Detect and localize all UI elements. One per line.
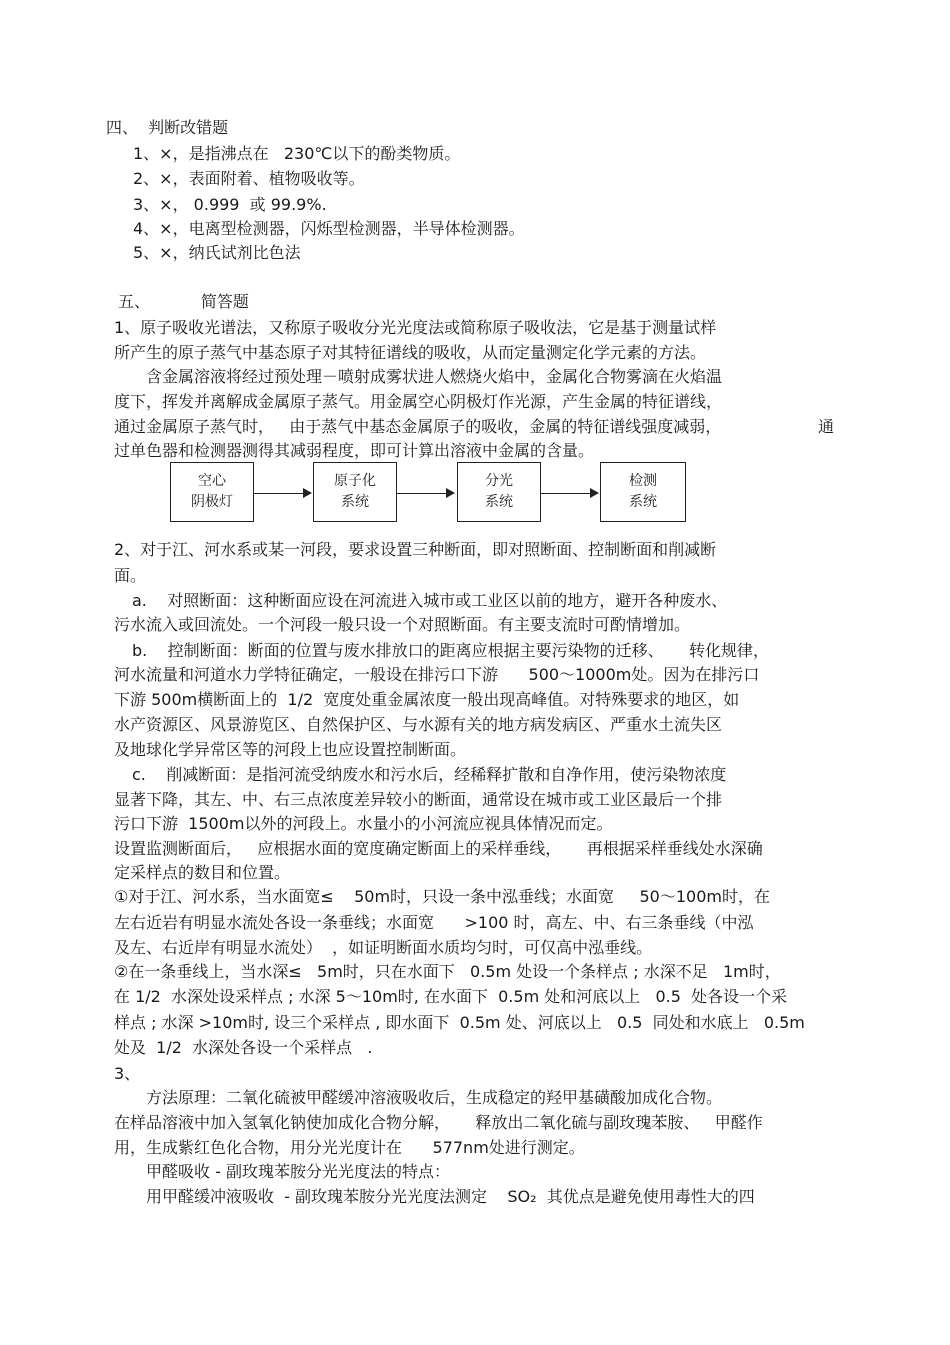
paragraph-line: 所产生的原子蒸气中基态原子对其特征谱线的吸收，从而定量测定化学元素的方法。 <box>114 343 707 362</box>
paragraph-line: 定采样点的数目和位置。 <box>114 863 291 882</box>
paragraph-line: 样点 ; 水深 >10m时, 设三个采样点 , 即水面下 0.5m 处、河底以上 0.5 同处和水底上 0.5m <box>114 1013 805 1032</box>
paragraph-line: b. 控制断面：断面的位置与废水排放口的距离应根据主要污染物的迁移、 转化规律， <box>132 641 770 660</box>
paragraph-line: 2、对于江、河水系或某一河段，要求设置三种断面，即对照断面、控制断面和削减断 <box>114 540 717 559</box>
paragraph-line: 左右近岩有明显水流处各设一条垂线；水面宽 >100 时，高左、中、右三条垂线（中泓 <box>114 913 754 932</box>
paragraph-line: ②在一条垂线上，当水深≤ 5m时，只在水面下 0.5m 处设一个条样点 ; 水深不足 1m时， <box>114 962 781 981</box>
section-heading-4: 四、 判断改错题 <box>106 118 229 137</box>
paragraph-line: 污水流入或回流处。一个河段一般只设一个对照断面。有主要支流时可酌情增加。 <box>114 615 691 634</box>
paragraph-line: 水产资源区、风景游览区、自然保护区、与水源有关的地方病发病区、严重水土流失区 <box>114 715 723 734</box>
paragraph-line: 及地球化学异常区等的河段上也应设置控制断面。 <box>114 740 467 759</box>
paragraph-line: 显著下降，其左、中、右三点浓度差异较小的断面，通常设在城市或工业区最后一个排 <box>114 790 723 809</box>
flow-arrow <box>254 493 310 494</box>
paragraph-line: 在样品溶液中加入氢氧化钠使加成化合物分解， 释放出二氧化硫与副玫瑰苯胺、 甲醛作 <box>114 1113 763 1132</box>
paragraph-line: 面。 <box>114 566 147 585</box>
paragraph-line: 3、 <box>114 1064 141 1083</box>
flow-box-lamp: 空心 阴极灯 <box>170 462 254 522</box>
paragraph-line: 及左、右近岸有明显水流处） ，如证明断面水质均匀时，可仅高中泓垂线。 <box>114 938 653 957</box>
aas-flow-diagram <box>170 462 690 526</box>
paragraph-line: 含金属溶液将经过预处理－喷射成雾状进人燃烧火焰中，金属化合物雾滴在火焰温 <box>146 367 723 386</box>
paragraph-line: 设置监测断面后， 应根据水面的宽度确定断面上的采样垂线， 再根据采样垂线处水深确 <box>114 839 763 858</box>
paragraph-line: 用，生成紫红色化合物，用分光光度计在 577nm处进行测定。 <box>114 1138 585 1157</box>
paragraph-line: a. 对照断面：这种断面应设在河流进入城市或工业区以前的地方，避开各种废水、 <box>132 591 728 610</box>
paragraph-line: 用甲醛缓冲液吸收 - 副玫瑰苯胺分光光度法测定 SO₂ 其优点是避免使用毒性大的四 <box>146 1187 755 1206</box>
flow-box-detector: 检测 系统 <box>600 462 686 522</box>
paragraph-line: 方法原理：二氧化硫被甲醛缓冲溶液吸收后，生成稳定的羟甲基磺酸加成化合物。 <box>146 1088 723 1107</box>
paragraph-line: 1、原子吸收光谱法，又称原子吸收分光光度法或简称原子吸收法，它是基于测量试样 <box>114 318 717 337</box>
answer-line: 5、×，纳氏试剂比色法 <box>133 243 301 262</box>
flow-box-monochromator: 分光 系统 <box>457 462 541 522</box>
paragraph-line: 度下，挥发并离解成金属原子蒸气。用金属空心阴极灯作光源，产生金属的特征谱线， <box>114 392 723 411</box>
section-heading-5: 五、 简答题 <box>118 292 249 311</box>
answer-line: 3、×， 0.999 或 99.9%. <box>133 195 327 214</box>
flow-box-atomizer: 原子化 系统 <box>313 462 397 522</box>
paragraph-line: c. 削减断面：是指河流受纳废水和污水后，经稀释扩散和自净作用，使污染物浓度 <box>132 765 727 784</box>
answer-line: 4、×，电离型检测器，闪烁型检测器，半导体检测器。 <box>133 219 525 238</box>
paragraph-line: 甲醛吸收 - 副玫瑰苯胺分光光度法的特点： <box>146 1162 450 1181</box>
paragraph-line: 污口下游 1500m以外的河段上。水量小的小河流应视具体情况而定。 <box>114 814 613 833</box>
paragraph-line: 下游 500m横断面上的 1/2 宽度处重金属浓度一般出现高峰值。对特殊要求的地区，如 <box>114 690 740 709</box>
paragraph-line: ①对于江、河水系，当水面宽≤ 50m时，只设一条中泓垂线；水面宽 50～100m时，在 <box>114 887 770 906</box>
paragraph-line: 河水流量和河道水力学特征确定，一般设在排污口下游 500～1000m处。因为在排污口 <box>114 665 760 684</box>
answer-line: 2、×，表面附着、植物吸收等。 <box>133 169 365 188</box>
paragraph-line: 通 <box>818 417 835 436</box>
paragraph-line: 处及 1/2 水深处各设一个采样点 . <box>114 1038 373 1057</box>
flow-arrow <box>541 493 597 494</box>
paragraph-line: 在 1/2 水深处设采样点 ; 水深 5～10m时, 在水面下 0.5m 处和河底以上 0.5 处各设一个采 <box>114 987 788 1006</box>
flow-arrow <box>397 493 453 494</box>
paragraph-line: 过单色器和检测器测得其减弱程度，即可计算出溶液中金属的含量。 <box>114 441 595 460</box>
answer-line: 1、×，是指沸点在 230℃以下的酚类物质。 <box>133 144 461 163</box>
paragraph-line: 通过金属原子蒸气时， 由于蒸气中基态金属原子的吸收，金属的特征谱线强度减弱， <box>114 417 722 436</box>
